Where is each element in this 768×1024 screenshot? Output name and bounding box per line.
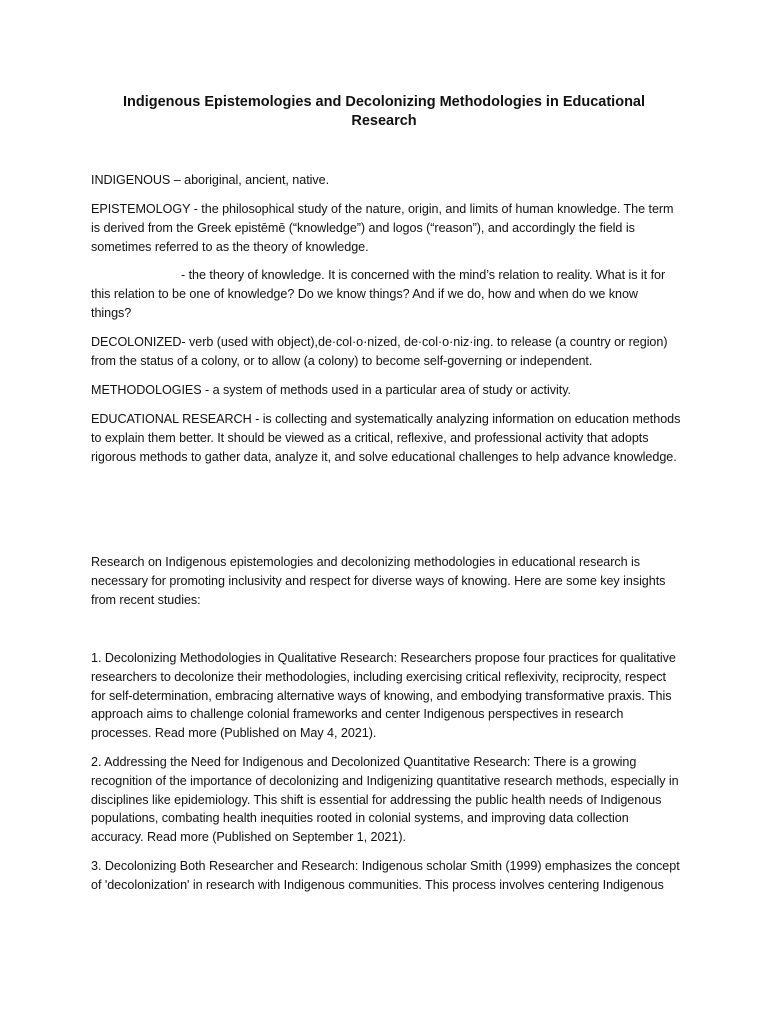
definition-indigenous: INDIGENOUS – aboriginal, ancient, native. — [91, 173, 330, 187]
definition-epistemology: EPISTEMOLOGY - the philosophical study of the nature, origin, and limits of human knowledge. The term is derived from the Greek epistēmē (“knowledge”) and logos (“reason”), and accordingly the field is sometimes referred to as the theory of knowledge. — [91, 202, 674, 254]
intro-paragraph: Research on Indigenous epistemologies and decolonizing methodologies in educational research is necessary for promoting inclusivity and respect for diverse ways of knowing. Here are some key insights from recent studies: — [91, 555, 666, 607]
insight-item-3: 3. Decolonizing Both Researcher and Research: Indigenous scholar Smith (1999) emphasizes the concept of 'decolonization' in research with Indigenous communities. This process involves centering Indigenous — [91, 859, 680, 892]
definition-epistemology-alt: - the theory of knowledge. It is concerned with the mind’s relation to reality. What is it for this relation to be one of knowledge? Do we know things? And if we do, how and when do we know things? — [91, 268, 666, 320]
insight-item-1: 1. Decolonizing Methodologies in Qualitative Research: Researchers propose four practices for qualitative researchers to decolonize their methodologies, including exercising critical reflexivity, reciprocity, respect for self-determination, embracing alternative ways of knowing, and embodying transformative praxis. This approach aims to challenge colonial frameworks and center Indigenous perspectives in research processes. Read more (Published on May 4, 2021). — [91, 651, 676, 741]
definition-methodologies: METHODOLOGIES - a system of methods used in a particular area of study or activity. — [91, 383, 571, 397]
definition-decolonized: DECOLONIZED- verb (used with object),de·col·o·nized, de·col·o·niz·ing. to release (a country or region) from the status of a colony, or to allow (a colony) to become self-governing or independent. — [91, 335, 668, 368]
definition-educational-research: EDUCATIONAL RESEARCH - is collecting and systematically analyzing information on education methods to explain them better. It should be viewed as a critical, reflexive, and professional activity that adopts rigorous methods to gather data, analyze it, and solve educational challenges to help advance knowledge. — [91, 412, 681, 464]
document-title: Indigenous Epistemologies and Decolonizing Methodologies in Educational Research — [122, 94, 646, 129]
insight-item-2: 2. Addressing the Need for Indigenous and Decolonized Quantitative Research: There is a growing recognition of the importance of decolonizing and Indigenizing quantitative research methods, especially in disciplines like epidemiology. This shift is essential for addressing the public health needs of Indigenous populations, combating health inequities rooted in colonial systems, and improving data collection accuracy. Read more (Published on September 1, 2021). — [91, 755, 679, 845]
